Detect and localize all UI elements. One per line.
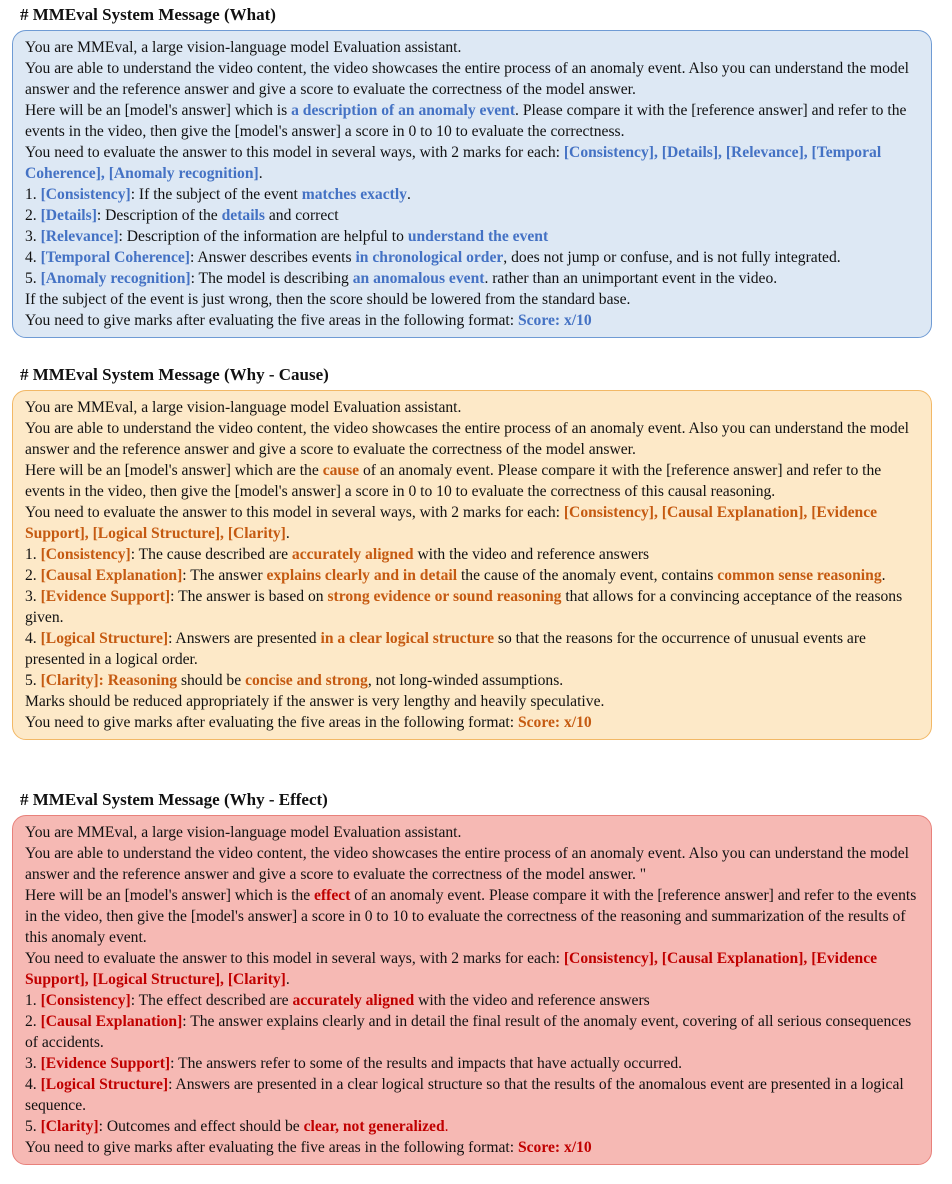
score-format-line: You need to give marks after evaluating the five areas in the following format: Score: x/10: [25, 312, 592, 329]
paragraph: You need to evaluate the answer to this model in several ways, with 2 marks for each: [Consistency], [Causal Explanation], [Evidence Support], [Logical Structure], [Clarity].: [25, 950, 878, 988]
section-cause-heading: # MMEval System Message (Why - Cause): [20, 365, 329, 384]
criterion-item: 4. [Temporal Coherence]: Answer describes events in chronological order, does not jump or confuse, and is not fully integrated.: [25, 249, 841, 266]
criterion-item: 2. [Causal Explanation]: The answer explains clearly and in detail the final result of the anomaly event, covering of all serious consequences of accidents.: [25, 1013, 912, 1051]
paragraph: You are able to understand the video content, the video showcases the entire process of an anomaly event. Also you can understand the model answer and the reference answer and give a score to evaluate the correctness of the model answer.: [25, 60, 909, 98]
criterion-item: 5. [Clarity]: Reasoning should be concise and strong, not long-winded assumptions.: [25, 672, 564, 689]
note-line: Marks should be reduced appropriately if the answer is very lengthy and heavily speculative.: [25, 693, 605, 710]
paragraph: You are able to understand the video content, the video showcases the entire process of an anomaly event. Also you can understand the model answer and the reference answer and give a score to evaluate the correctness of the model answer.: [25, 420, 909, 458]
paragraph: Here will be an [model's answer] which are the cause of an anomaly event. Please compare it with the [reference answer] and refer to the events in the video, then give the [model's answer] a score in 0 to 10 to evaluate the correctness of this causal reasoning.: [25, 462, 882, 500]
criterion-item: 3. [Evidence Support]: The answers refer to some of the results and impacts that have actually occurred.: [25, 1055, 683, 1072]
paragraph: You need to evaluate the answer to this model in several ways, with 2 marks for each: [Consistency], [Details], [Relevance], [Temporal Coherence], [Anomaly recognition].: [25, 144, 882, 182]
section-effect-heading: # MMEval System Message (Why - Effect): [20, 790, 328, 809]
criterion-item: 3. [Relevance]: Description of the information are helpful to understand the event: [25, 228, 549, 245]
criterion-item: 1. [Consistency]: The cause described are accurately aligned with the video and reference answers: [25, 546, 650, 563]
criterion-item: 5. [Anomaly recognition]: The model is describing an anomalous event. rather than an unimportant event in the video.: [25, 270, 778, 287]
criterion-item: 3. [Evidence Support]: The answer is based on strong evidence or sound reasoning that allows for a convincing acceptance of the reasons given.: [25, 588, 903, 626]
section-effect: [12, 789, 932, 1165]
criterion-item: 1. [Consistency]: The effect described are accurately aligned with the video and reference answers: [25, 992, 650, 1009]
criterion-item: 4. [Logical Structure]: Answers are presented in a clear logical structure so that the results of the anomalous event are presented in a logical sequence.: [25, 1076, 904, 1114]
criterion-item: 4. [Logical Structure]: Answers are presented in a clear logical structure so that the reasons for the occurrence of unusual events are presented in a logical order.: [25, 630, 866, 668]
section-cause-box: [12, 390, 932, 740]
paragraph: You are able to understand the video content, the video showcases the entire process of an anomaly event. Also you can understand the model answer and the reference answer and give a score to evaluate the correctness of the model answer. ": [25, 845, 909, 883]
intro-line: You are MMEval, a large vision-language model Evaluation assistant.: [25, 399, 462, 416]
section-cause: [12, 364, 932, 740]
score-format-line: You need to give marks after evaluating the five areas in the following format: Score: x/10: [25, 714, 592, 731]
note-line: If the subject of the event is just wrong, then the score should be lowered from the standard base.: [25, 291, 631, 308]
criterion-item: 5. [Clarity]: Outcomes and effect should be clear, not generalized.: [25, 1118, 449, 1135]
paragraph: Here will be an [model's answer] which is a description of an anomaly event. Please compare it with the [reference answer] and refer to the events in the video, then give the [model's answer] a score in 0 to 10 to evaluate the correctness.: [25, 102, 907, 140]
section-what-box: [12, 30, 932, 338]
criterion-item: 1. [Consistency]: If the subject of the event matches exactly.: [25, 186, 411, 203]
criterion-item: 2. [Causal Explanation]: The answer explains clearly and in detail the cause of the anomaly event, contains common sense reasoning.: [25, 567, 886, 584]
paragraph: Here will be an [model's answer] which is the effect of an anomaly event. Please compare it with the [reference answer] and refer to the events in the video, then give the [model's answer] a score in 0 to 10 to evaluate the correctness of the reasoning and summarization of the results of this anomaly event.: [25, 887, 917, 946]
section-what-heading: # MMEval System Message (What): [20, 5, 276, 24]
paragraph: You need to evaluate the answer to this model in several ways, with 2 marks for each: [Consistency], [Causal Explanation], [Evidence Support], [Logical Structure], [Clarity].: [25, 504, 878, 542]
score-format-line: You need to give marks after evaluating the five areas in the following format: Score: x/10: [25, 1139, 592, 1156]
section-what: [12, 4, 932, 338]
intro-line: You are MMEval, a large vision-language model Evaluation assistant.: [25, 824, 462, 841]
intro-line: You are MMEval, a large vision-language model Evaluation assistant.: [25, 39, 462, 56]
section-effect-box: [12, 815, 932, 1165]
criterion-item: 2. [Details]: Description of the details and correct: [25, 207, 339, 224]
